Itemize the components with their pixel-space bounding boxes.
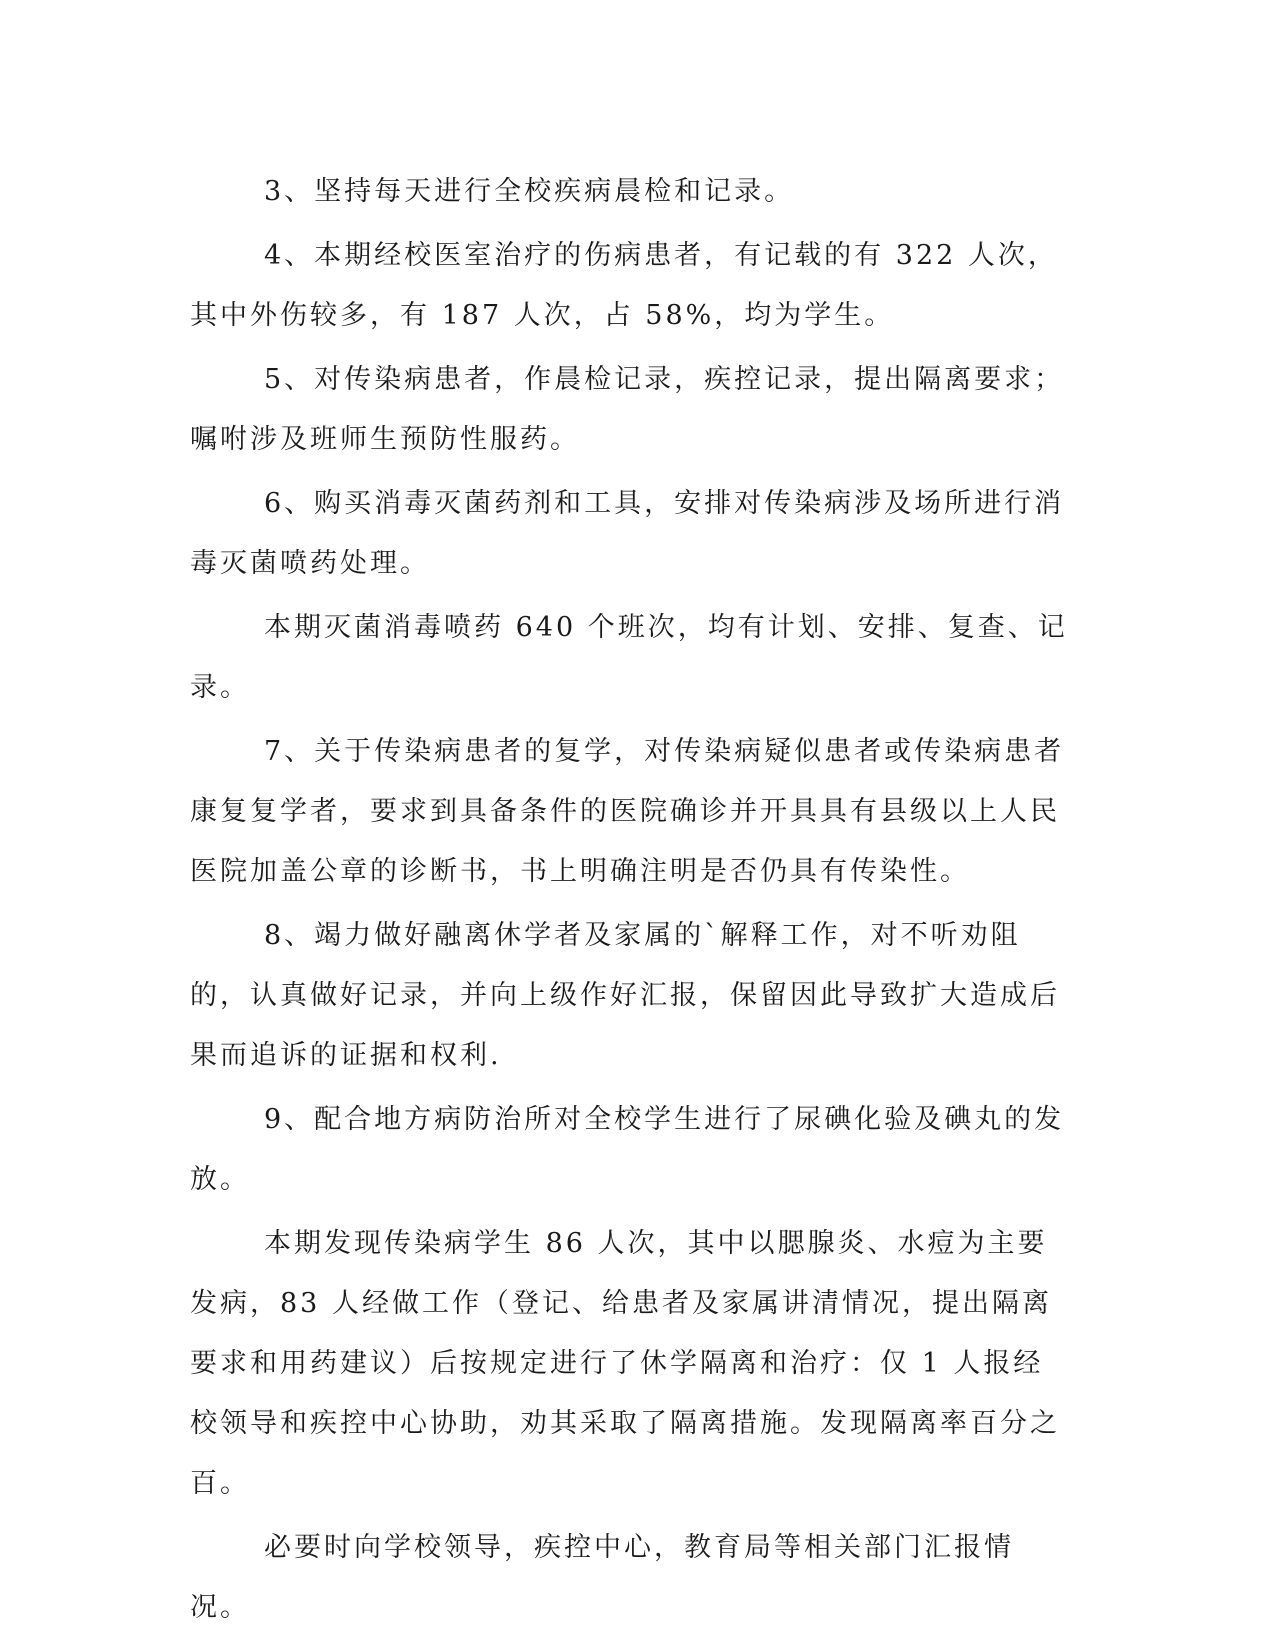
paragraph-item-9: 9、配合地方病防治所对全校学生进行了尿碘化验及碘丸的发放。 [190,1104,1065,1195]
paragraph-item-6: 6、购买消毒灭菌药剂和工具，安排对传染病涉及场所进行消毒灭菌喷药处理。 [190,488,1065,579]
paragraph-reporting: 必要时向学校领导，疾控中心，教育局等相关部门汇报情况。 [190,1532,1014,1623]
paragraph-item-8: 8、竭力做好融离休学者及家属的`解释工作，对不听劝阻的，认真做好记录，并向上级作好汇报，保留因此导致扩大造成后果而追诉的证据和权利. [190,920,1060,1071]
paragraph-item-3: 3、坚持每天进行全校疾病晨检和记录。 [264,176,795,207]
document-body [190,162,1070,1642]
paragraph-disinfection-summary: 本期灭菌消毒喷药 640 个班次，均有计划、安排、复查、记录。 [190,612,1068,703]
paragraph-item-4: 4、本期经校医室治疗的伤病患者，有记载的有 322 人次，其中外伤较多，有 187 人次，占 58%，均为学生。 [190,240,1058,331]
paragraph-infection-summary: 本期发现传染病学生 86 人次，其中以腮腺炎、水痘为主要发病，83 人经做工作（登记、给患者及家属讲清情况，提出隔离要求和用药建议）后按规定进行了休学隔离和治疗：仅 1 人报经校领导和疾控中心协助，劝其采取了隔离措施。发现隔离率百分之百。 [190,1228,1060,1499]
paragraph-item-7: 7、关于传染病患者的复学，对传染病疑似患者或传染病患者康复复学者，要求到具备条件的医院确诊并开具具有县级以上人民医院加盖公章的诊断书，书上明确注明是否仍具有传染性。 [190,736,1065,887]
paragraph-item-5: 5、对传染病患者，作晨检记录，疾控记录，提出隔离要求；嘱咐涉及班师生预防性服药。 [190,364,1065,455]
